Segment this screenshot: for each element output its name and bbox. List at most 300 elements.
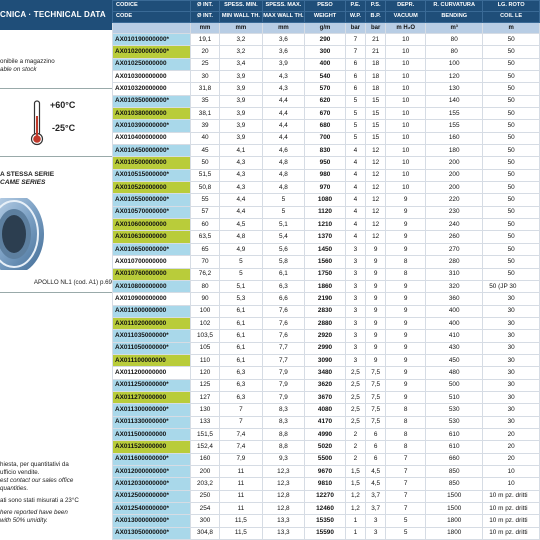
cell-working-pressure: 2 [345, 453, 365, 465]
cell-burst-pressure: 9 [366, 342, 386, 354]
cell-coil-length: 50 [483, 33, 540, 45]
cell-max-wall: 7,9 [262, 391, 305, 403]
cell-inner-diameter: 38,1 [190, 108, 219, 120]
cell-vacuum: 10 [386, 132, 426, 144]
cell-bending-radius: 200 [426, 169, 483, 181]
cell-max-wall: 4,6 [262, 145, 305, 157]
cell-weight: 15590 [305, 527, 346, 539]
cell-vacuum: 9 [386, 330, 426, 342]
cell-max-wall: 5,8 [262, 256, 305, 268]
temp-min: -25°C [52, 123, 76, 133]
cell-min-wall: 4,5 [220, 219, 262, 231]
cell-bending-radius: 270 [426, 243, 483, 255]
cell-min-wall: 5,3 [220, 293, 262, 305]
cell-code: AX011200000000 [113, 367, 191, 379]
cell-bending-radius: 450 [426, 354, 483, 366]
cell-max-wall: 7,6 [262, 330, 305, 342]
cell-code: AX011330000000* [113, 416, 191, 428]
cell-min-wall: 3,2 [220, 46, 262, 58]
cell-inner-diameter: 103,5 [190, 330, 219, 342]
cell-code: AX010515000000* [113, 169, 191, 181]
related-product-ref: APOLLO NL1 (cod. A1) p.69 [33, 279, 112, 286]
cell-coil-length: 10 m pz. dritti [483, 490, 540, 502]
cell-min-wall: 4,1 [220, 145, 262, 157]
cell-max-wall: 6,6 [262, 293, 305, 305]
cell-working-pressure: 4 [345, 169, 365, 181]
units-row-working-pressure: bar [345, 22, 365, 33]
cell-max-wall: 7,7 [262, 354, 305, 366]
cell-burst-pressure: 15 [366, 120, 386, 132]
cell-burst-pressure: 7,5 [366, 404, 386, 416]
cell-code: AX012500000000* [113, 490, 191, 502]
cell-bending-radius: 155 [426, 120, 483, 132]
cell-bending-radius: 230 [426, 206, 483, 218]
series-it: A STESSA SERIE [0, 171, 55, 178]
header-row-it-code: CODICE [113, 1, 191, 12]
header-row-en-working-pressure: W.P. [345, 11, 365, 22]
cell-bending-radius: 200 [426, 157, 483, 169]
table-row [113, 404, 540, 416]
table-row [113, 256, 540, 268]
table-row [113, 95, 540, 107]
cell-inner-diameter: 160 [190, 453, 219, 465]
cell-burst-pressure: 3 [366, 527, 386, 539]
cell-code: AX010380000000 [113, 108, 191, 120]
cell-max-wall: 5,4 [262, 231, 305, 243]
header-row-it-max-wall: SPESS. MAX. [262, 1, 305, 12]
cell-coil-length: 10 m pz. dritti [483, 503, 540, 515]
cell-working-pressure: 1 [345, 527, 365, 539]
cell-burst-pressure: 12 [366, 206, 386, 218]
cell-working-pressure: 7 [345, 33, 365, 45]
cell-weight: 1210 [305, 219, 346, 231]
units-row [113, 22, 540, 33]
cell-weight: 400 [305, 58, 346, 70]
cell-vacuum: 9 [386, 354, 426, 366]
cell-bending-radius: 480 [426, 367, 483, 379]
cell-max-wall: 6,1 [262, 268, 305, 280]
cell-inner-diameter: 76,2 [190, 268, 219, 280]
cell-inner-diameter: 60 [190, 219, 219, 231]
cell-vacuum: 9 [386, 243, 426, 255]
cell-burst-pressure: 9 [366, 280, 386, 292]
cell-inner-diameter: 125 [190, 379, 219, 391]
cell-vacuum: 9 [386, 379, 426, 391]
units-row-burst-pressure: bar [366, 22, 386, 33]
cell-weight: 680 [305, 120, 346, 132]
cell-weight: 700 [305, 132, 346, 144]
cell-working-pressure: 4 [345, 194, 365, 206]
cell-inner-diameter: 102 [190, 317, 219, 329]
cell-inner-diameter: 63,5 [190, 231, 219, 243]
cell-max-wall: 5,6 [262, 243, 305, 255]
cell-coil-length: 50 [483, 46, 540, 58]
cell-weight: 3620 [305, 379, 346, 391]
cell-coil-length: 50 [483, 219, 540, 231]
cell-burst-pressure: 15 [366, 132, 386, 144]
table-row [113, 503, 540, 515]
table-row [113, 490, 540, 502]
cell-min-wall: 7 [220, 416, 262, 428]
cell-code: AX010630000000 [113, 231, 191, 243]
cell-coil-length: 50 [483, 231, 540, 243]
cell-vacuum: 8 [386, 441, 426, 453]
cell-working-pressure: 3 [345, 293, 365, 305]
cell-working-pressure: 6 [345, 71, 365, 83]
cell-min-wall: 11,5 [220, 515, 262, 527]
cell-min-wall: 7 [220, 404, 262, 416]
cell-min-wall: 3,9 [220, 120, 262, 132]
cell-max-wall: 13,3 [262, 527, 305, 539]
cell-max-wall: 3,6 [262, 33, 305, 45]
cell-bending-radius: 180 [426, 145, 483, 157]
cell-vacuum: 10 [386, 33, 426, 45]
table-row [113, 441, 540, 453]
cell-inner-diameter: 304,8 [190, 527, 219, 539]
cell-coil-length: 30 [483, 330, 540, 342]
cell-code: AX010700000000 [113, 256, 191, 268]
section-title: CNICA · TECHNICAL DATA [0, 0, 112, 30]
cell-coil-length: 50 [483, 256, 540, 268]
cell-coil-length: 30 [483, 305, 540, 317]
table-row [113, 219, 540, 231]
cell-bending-radius: 80 [426, 46, 483, 58]
cell-inner-diameter: 39 [190, 120, 219, 132]
cell-bending-radius: 280 [426, 256, 483, 268]
cell-weight: 5500 [305, 453, 346, 465]
cell-weight: 9670 [305, 466, 346, 478]
cell-weight: 1560 [305, 256, 346, 268]
cell-max-wall: 4,4 [262, 95, 305, 107]
cell-bending-radius: 310 [426, 268, 483, 280]
cell-inner-diameter: 51,5 [190, 169, 219, 181]
header-row-it-burst-pressure: P.S. [366, 1, 386, 12]
cell-code: AX013000000000* [113, 515, 191, 527]
cell-burst-pressure: 18 [366, 58, 386, 70]
cell-min-wall: 6,3 [220, 379, 262, 391]
cell-vacuum: 9 [386, 194, 426, 206]
cell-working-pressure: 4 [345, 231, 365, 243]
cell-max-wall: 6,3 [262, 280, 305, 292]
cell-burst-pressure: 7,5 [366, 416, 386, 428]
cell-working-pressure: 6 [345, 83, 365, 95]
cell-coil-length: 50 [483, 243, 540, 255]
cell-burst-pressure: 4,5 [366, 466, 386, 478]
cell-working-pressure: 3 [345, 280, 365, 292]
cell-inner-diameter: 55 [190, 194, 219, 206]
cell-burst-pressure: 12 [366, 157, 386, 169]
cell-burst-pressure: 9 [366, 243, 386, 255]
cell-code: AX010500000000 [113, 157, 191, 169]
cell-bending-radius: 500 [426, 379, 483, 391]
cell-working-pressure: 4 [345, 145, 365, 157]
cell-vacuum: 9 [386, 293, 426, 305]
cell-vacuum: 10 [386, 108, 426, 120]
cell-max-wall: 12,3 [262, 466, 305, 478]
stock-note-it: onibile a magazzino [0, 58, 55, 65]
cell-min-wall: 6,1 [220, 354, 262, 366]
cell-bending-radius: 530 [426, 404, 483, 416]
cell-inner-diameter: 133 [190, 416, 219, 428]
cell-burst-pressure: 9 [366, 305, 386, 317]
cell-coil-length: 20 [483, 453, 540, 465]
cell-bending-radius: 120 [426, 71, 483, 83]
cell-weight: 980 [305, 169, 346, 181]
cell-burst-pressure: 12 [366, 182, 386, 194]
header-row-en-code: CODE [113, 11, 191, 22]
table-row [113, 231, 540, 243]
cell-vacuum: 10 [386, 58, 426, 70]
cell-inner-diameter: 25 [190, 58, 219, 70]
cell-max-wall: 4,4 [262, 120, 305, 132]
cell-burst-pressure: 7,5 [366, 391, 386, 403]
cell-min-wall: 6,3 [220, 391, 262, 403]
cell-min-wall: 4,9 [220, 243, 262, 255]
cell-working-pressure: 3 [345, 256, 365, 268]
cell-vacuum: 7 [386, 466, 426, 478]
cell-burst-pressure: 9 [366, 256, 386, 268]
header-row-en-vacuum: VACUUM [386, 11, 426, 22]
cell-max-wall: 4,8 [262, 169, 305, 181]
cell-burst-pressure: 18 [366, 71, 386, 83]
cell-min-wall: 4,4 [220, 194, 262, 206]
cell-code: AX010400000000 [113, 132, 191, 144]
cell-vacuum: 10 [386, 95, 426, 107]
cell-bending-radius: 160 [426, 132, 483, 144]
cell-bending-radius: 1500 [426, 503, 483, 515]
cell-weight: 12460 [305, 503, 346, 515]
cell-burst-pressure: 9 [366, 293, 386, 305]
cell-vacuum: 9 [386, 219, 426, 231]
cell-bending-radius: 610 [426, 428, 483, 440]
note-line: hiesta, per quantitativi da [0, 461, 69, 468]
divider [0, 88, 112, 89]
header-row-en-burst-pressure: B.P. [366, 11, 386, 22]
cell-min-wall: 7,9 [220, 453, 262, 465]
cell-weight: 4080 [305, 404, 346, 416]
cell-weight: 15350 [305, 515, 346, 527]
cell-max-wall: 12,3 [262, 478, 305, 490]
cell-burst-pressure: 6 [366, 453, 386, 465]
cell-burst-pressure: 12 [366, 194, 386, 206]
cell-code: AX010200000000* [113, 46, 191, 58]
cell-vacuum: 8 [386, 404, 426, 416]
cell-working-pressure: 1,2 [345, 503, 365, 515]
header-row-en-max-wall: MAX WALL TH. [262, 11, 305, 22]
temp-max: +60°C [50, 100, 76, 110]
cell-coil-length: 50 [483, 132, 540, 144]
units-row-min-wall: mm [220, 22, 262, 33]
cell-burst-pressure: 12 [366, 145, 386, 157]
cell-inner-diameter: 35 [190, 95, 219, 107]
cell-max-wall: 13,3 [262, 515, 305, 527]
cell-weight: 830 [305, 145, 346, 157]
cell-max-wall: 8,8 [262, 428, 305, 440]
cell-bending-radius: 320 [426, 280, 483, 292]
cell-weight: 3090 [305, 354, 346, 366]
cell-vacuum: 10 [386, 169, 426, 181]
cell-working-pressure: 5 [345, 95, 365, 107]
cell-working-pressure: 2,5 [345, 391, 365, 403]
cell-inner-diameter: 30 [190, 71, 219, 83]
cell-coil-length: 50 [483, 120, 540, 132]
cell-vacuum: 7 [386, 503, 426, 515]
cell-inner-diameter: 254 [190, 503, 219, 515]
cell-coil-length: 50 [483, 194, 540, 206]
cell-burst-pressure: 12 [366, 169, 386, 181]
cell-coil-length: 30 [483, 367, 540, 379]
cell-working-pressure: 5 [345, 132, 365, 144]
cell-working-pressure: 1 [345, 515, 365, 527]
cell-coil-length: 50 [483, 58, 540, 70]
cell-code: AX012000000000* [113, 466, 191, 478]
cell-coil-length: 50 (JP 30 [483, 280, 540, 292]
cell-coil-length: 50 [483, 157, 540, 169]
cell-coil-length: 50 [483, 169, 540, 181]
cell-min-wall: 11,5 [220, 527, 262, 539]
cell-coil-length: 10 m pz. dritti [483, 527, 540, 539]
cell-burst-pressure: 9 [366, 268, 386, 280]
units-row-vacuum: m H₂O [386, 22, 426, 33]
cell-coil-length: 50 [483, 83, 540, 95]
cell-working-pressure: 4 [345, 206, 365, 218]
table-row [113, 428, 540, 440]
cell-inner-diameter: 40 [190, 132, 219, 144]
table-row [113, 33, 540, 45]
cell-min-wall: 3,9 [220, 95, 262, 107]
cell-bending-radius: 240 [426, 219, 483, 231]
cell-min-wall: 6,3 [220, 367, 262, 379]
cell-inner-diameter: 203,2 [190, 478, 219, 490]
cell-max-wall: 3,6 [262, 46, 305, 58]
table-row [113, 466, 540, 478]
units-row-inner-diameter: mm [190, 22, 219, 33]
units-row-weight: g/m [305, 22, 346, 33]
thermometer-icon [30, 100, 44, 146]
cell-code: AX010390000000* [113, 120, 191, 132]
cell-code: AX011270000000 [113, 391, 191, 403]
cell-code: AX010800000000 [113, 280, 191, 292]
cell-bending-radius: 155 [426, 108, 483, 120]
cell-vacuum: 8 [386, 428, 426, 440]
cell-weight: 670 [305, 108, 346, 120]
cell-bending-radius: 260 [426, 231, 483, 243]
cell-bending-radius: 80 [426, 33, 483, 45]
cell-burst-pressure: 12 [366, 219, 386, 231]
cell-working-pressure: 2,5 [345, 404, 365, 416]
cell-vacuum: 5 [386, 527, 426, 539]
table-row [113, 367, 540, 379]
cell-coil-length: 10 [483, 466, 540, 478]
cell-bending-radius: 660 [426, 453, 483, 465]
cell-bending-radius: 400 [426, 317, 483, 329]
header-row-en-min-wall: MIN WALL TH. [220, 11, 262, 22]
same-series-note [0, 171, 112, 187]
cell-max-wall: 7,9 [262, 367, 305, 379]
cell-weight: 1750 [305, 268, 346, 280]
cell-burst-pressure: 7,5 [366, 367, 386, 379]
cell-weight: 2830 [305, 305, 346, 317]
note-line: quantities. [0, 485, 29, 492]
cell-vacuum: 8 [386, 268, 426, 280]
stock-note-en: able on stock [0, 66, 37, 73]
note-line: with 50% umidity. [0, 517, 48, 524]
cell-burst-pressure: 6 [366, 441, 386, 453]
cell-inner-diameter: 65 [190, 243, 219, 255]
cell-burst-pressure: 9 [366, 354, 386, 366]
cell-coil-length: 50 [483, 95, 540, 107]
cell-min-wall: 3,4 [220, 58, 262, 70]
table-row [113, 108, 540, 120]
table-row [113, 71, 540, 83]
cell-coil-length: 50 [483, 182, 540, 194]
cell-working-pressure: 7 [345, 46, 365, 58]
cell-coil-length: 30 [483, 317, 540, 329]
cell-burst-pressure: 15 [366, 108, 386, 120]
cell-coil-length: 10 [483, 478, 540, 490]
cell-coil-length: 30 [483, 391, 540, 403]
note-line: ati sono stati misurati a 23°C [0, 497, 79, 504]
cell-min-wall: 7,4 [220, 428, 262, 440]
cell-code: AX010650000000* [113, 243, 191, 255]
cell-code: AX011050000000* [113, 342, 191, 354]
cell-working-pressure: 4 [345, 219, 365, 231]
units-row-bending-radius: m³ [426, 22, 483, 33]
cell-working-pressure: 2 [345, 441, 365, 453]
cell-code: AX012540000000* [113, 503, 191, 515]
cell-inner-diameter: 300 [190, 515, 219, 527]
table-row [113, 515, 540, 527]
cell-inner-diameter: 250 [190, 490, 219, 502]
cell-burst-pressure: 7,5 [366, 379, 386, 391]
cell-min-wall: 6,1 [220, 330, 262, 342]
cell-inner-diameter: 57 [190, 206, 219, 218]
cell-code: AX011520000000 [113, 441, 191, 453]
table-row [113, 478, 540, 490]
stock-note [0, 58, 112, 74]
cell-code: AX010250000000 [113, 58, 191, 70]
cell-max-wall: 8,3 [262, 416, 305, 428]
cell-bending-radius: 1800 [426, 515, 483, 527]
cell-working-pressure: 5 [345, 120, 365, 132]
cell-weight: 4170 [305, 416, 346, 428]
table-row [113, 243, 540, 255]
cell-max-wall: 4,8 [262, 182, 305, 194]
cell-vacuum: 7 [386, 478, 426, 490]
cell-min-wall: 11 [220, 503, 262, 515]
cell-working-pressure: 3 [345, 354, 365, 366]
table-row [113, 268, 540, 280]
cell-working-pressure: 6 [345, 58, 365, 70]
cell-weight: 4990 [305, 428, 346, 440]
cell-coil-length: 10 m pz. dritti [483, 515, 540, 527]
table-row [113, 83, 540, 95]
cell-min-wall: 4,4 [220, 206, 262, 218]
cell-bending-radius: 510 [426, 391, 483, 403]
cell-coil-length: 30 [483, 342, 540, 354]
cell-coil-length: 20 [483, 441, 540, 453]
units-row-max-wall: mm [262, 22, 305, 33]
cell-code: AX010190000000* [113, 33, 191, 45]
cell-min-wall: 4,3 [220, 182, 262, 194]
cell-vacuum: 10 [386, 46, 426, 58]
cell-code: AX011000000000 [113, 305, 191, 317]
table-row [113, 206, 540, 218]
cell-bending-radius: 610 [426, 441, 483, 453]
table-row [113, 157, 540, 169]
cell-max-wall: 4,4 [262, 132, 305, 144]
cell-weight: 620 [305, 95, 346, 107]
